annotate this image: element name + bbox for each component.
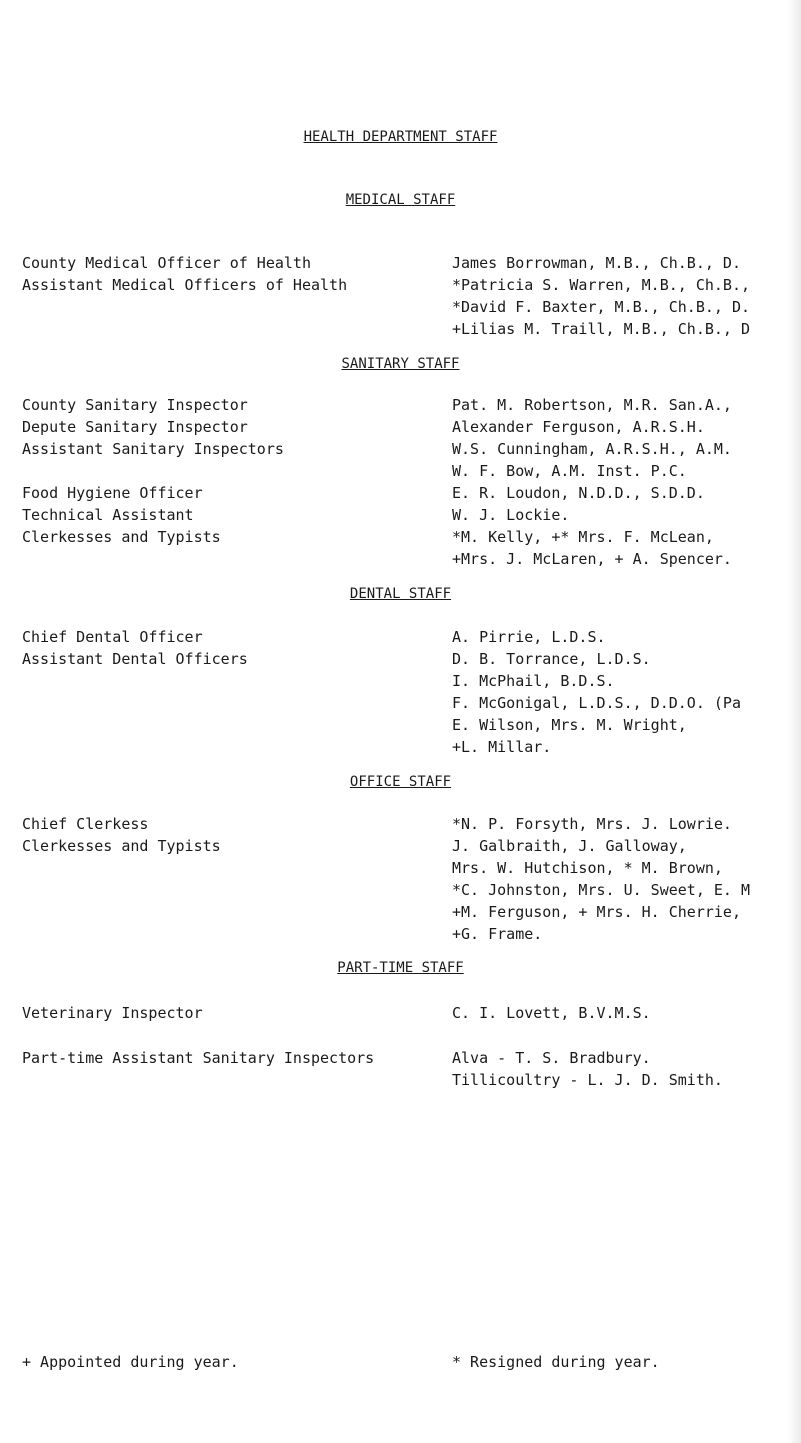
role-label: County Sanitary Inspector [22, 396, 248, 414]
staff-entry: *Patricia S. Warren, M.B., Ch.B., [452, 276, 751, 294]
role-label: Chief Clerkess [22, 815, 149, 833]
footnote-appointed: + Appointed during year. [22, 1353, 239, 1371]
role-label: Assistant Medical Officers of Health [22, 276, 348, 294]
staff-entry: Pat. M. Robertson, M.R. San.A., [452, 396, 732, 414]
staff-entry: *C. Johnston, Mrs. U. Sweet, E. M [452, 881, 751, 899]
staff-entry: W. F. Bow, A.M. Inst. P.C. [452, 462, 687, 480]
role-label: Clerkesses and Typists [22, 528, 221, 546]
role-label: Assistant Sanitary Inspectors [22, 440, 284, 458]
role-label: Clerkesses and Typists [22, 837, 221, 855]
staff-entry: C. I. Lovett, B.V.M.S. [452, 1004, 651, 1022]
document-title: HEALTH DEPARTMENT STAFF [303, 129, 498, 145]
staff-entry: +G. Frame. [452, 925, 543, 943]
staff-entry: E. R. Loudon, N.D.D., S.D.D. [452, 484, 705, 502]
staff-entry: W.S. Cunningham, A.R.S.H., A.M. [452, 440, 732, 458]
page-edge-shadow [787, 0, 801, 1443]
staff-entry: E. Wilson, Mrs. M. Wright, [452, 716, 687, 734]
role-label: Part-time Assistant Sanitary Inspectors [22, 1049, 375, 1067]
staff-entry: +Lilias M. Traill, M.B., Ch.B., D [452, 320, 751, 338]
section-heading-medical: MEDICAL STAFF [345, 192, 456, 208]
staff-entry: *David F. Baxter, M.B., Ch.B., D. [452, 298, 751, 316]
staff-entry: +M. Ferguson, + Mrs. H. Cherrie, [452, 903, 741, 921]
footnote-resigned: * Resigned during year. [452, 1353, 660, 1371]
section-heading-office: OFFICE STAFF [349, 774, 452, 790]
staff-entry: *N. P. Forsyth, Mrs. J. Lowrie. [452, 815, 732, 833]
staff-entry: James Borrowman, M.B., Ch.B., D. [452, 254, 741, 272]
role-label: Veterinary Inspector [22, 1004, 203, 1022]
staff-entry: F. McGonigal, L.D.S., D.D.O. (Pa [452, 694, 741, 712]
section-heading-part-time: PART-TIME STAFF [337, 960, 464, 976]
role-label: Technical Assistant [22, 506, 194, 524]
staff-entry: A. Pirrie, L.D.S. [452, 628, 606, 646]
staff-entry: J. Galbraith, J. Galloway, [452, 837, 687, 855]
staff-entry: *M. Kelly, +* Mrs. F. McLean, [452, 528, 714, 546]
role-label: Assistant Dental Officers [22, 650, 248, 668]
role-label: Food Hygiene Officer [22, 484, 203, 502]
section-heading-sanitary: SANITARY STAFF [341, 356, 460, 372]
section-heading-dental: DENTAL STAFF [349, 586, 452, 602]
role-label: Chief Dental Officer [22, 628, 203, 646]
staff-entry: Alexander Ferguson, A.R.S.H. [452, 418, 705, 436]
role-label: Depute Sanitary Inspector [22, 418, 248, 436]
staff-entry: Tillicoultry - L. J. D. Smith. [452, 1071, 723, 1089]
staff-entry: Mrs. W. Hutchison, * M. Brown, [452, 859, 723, 877]
role-label: County Medical Officer of Health [22, 254, 311, 272]
staff-entry: +Mrs. J. McLaren, + A. Spencer. [452, 550, 732, 568]
staff-entry: D. B. Torrance, L.D.S. [452, 650, 651, 668]
staff-entry: Alva - T. S. Bradbury. [452, 1049, 651, 1067]
staff-entry: +L. Millar. [452, 738, 552, 756]
staff-entry: W. J. Lockie. [452, 506, 570, 524]
staff-entry: I. McPhail, B.D.S. [452, 672, 615, 690]
